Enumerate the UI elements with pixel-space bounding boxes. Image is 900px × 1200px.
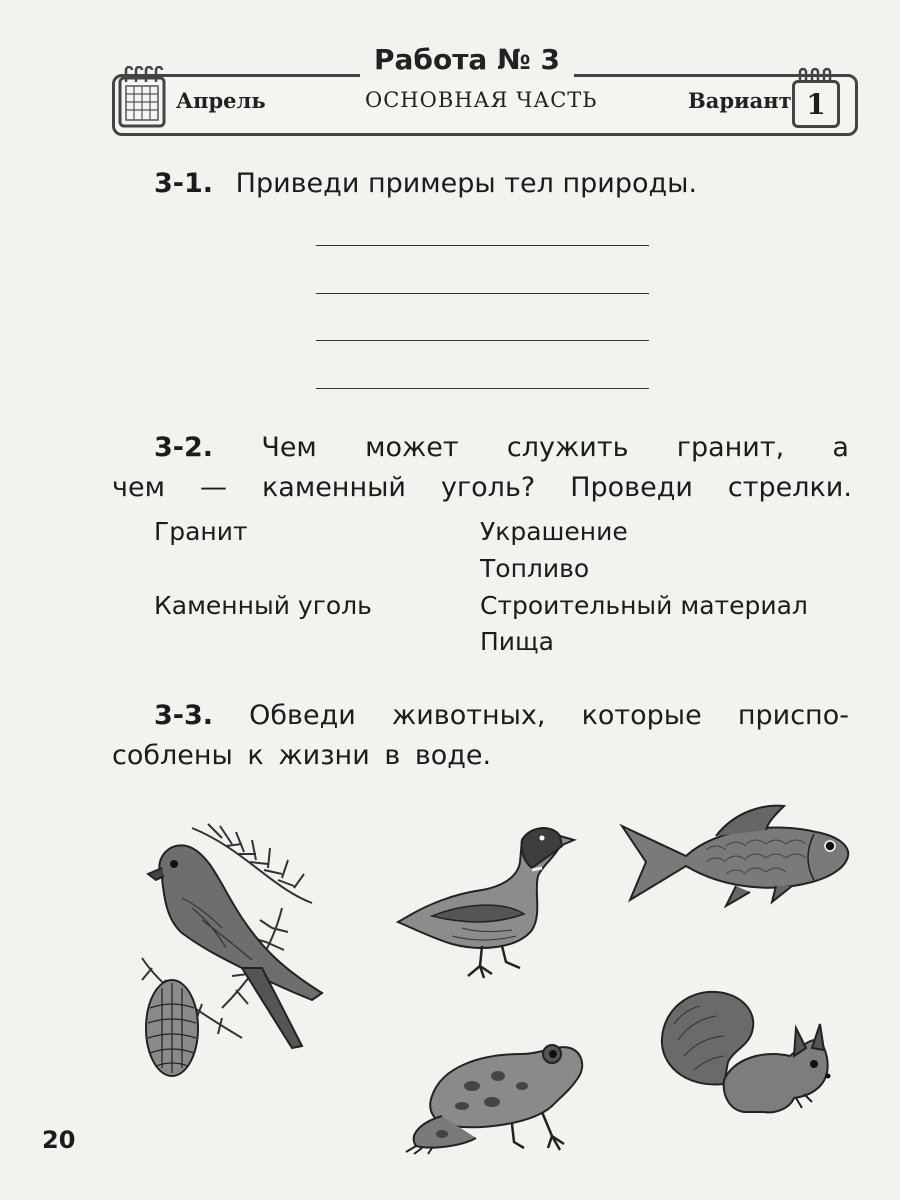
match-left-granite[interactable]: Гранит (154, 517, 248, 546)
word: приспо- (737, 700, 849, 731)
task-3-3-line-1 (154, 696, 849, 736)
page-title: Работа № 3 (360, 42, 574, 78)
word: чем (112, 472, 165, 503)
header-month: Апрель (176, 88, 266, 113)
match-right-fuel[interactable]: Топливо (480, 554, 590, 583)
word: которые (581, 700, 702, 731)
word: служить (506, 432, 629, 463)
crossbill-bird-icon[interactable] (122, 808, 332, 1088)
duck-icon[interactable] (392, 818, 582, 983)
word: Обведи (249, 700, 356, 731)
page-number: 20 (42, 1126, 76, 1154)
word: каменный (261, 472, 406, 503)
header-section: ОСНОВНАЯ ЧАСТЬ (365, 88, 598, 112)
word: уголь? (441, 472, 536, 503)
task-number: 3-3. (154, 700, 214, 731)
answer-line-1[interactable] (316, 245, 649, 246)
frog-icon[interactable] (402, 1026, 587, 1156)
task-number: 3-1. (154, 168, 214, 199)
word: — (199, 472, 227, 503)
fish-icon[interactable] (616, 800, 856, 920)
word: гранит, (676, 432, 785, 463)
task-3-3-line-2: соблены к жизни в воде. (112, 740, 492, 771)
answer-line-3[interactable] (316, 340, 649, 341)
match-right-building-material[interactable]: Строительный материал (480, 591, 808, 620)
task-number: 3-2. (154, 432, 214, 463)
match-right-food[interactable]: Пища (480, 627, 554, 656)
task-3-2-line-2 (112, 468, 852, 508)
match-right-decoration[interactable]: Украшение (480, 517, 628, 546)
task-3-2-line-1 (154, 428, 849, 468)
task-text: Приведи примеры тел природы. (235, 168, 698, 199)
squirrel-icon[interactable] (654, 984, 834, 1119)
task-3-1 (154, 164, 697, 204)
word: может (365, 432, 459, 463)
variant-label: Вариант (688, 88, 792, 113)
match-left-coal[interactable]: Каменный уголь (154, 591, 372, 620)
answer-line-2[interactable] (316, 293, 649, 294)
word: Проведи (570, 472, 693, 503)
word: а (832, 432, 849, 463)
variant-number: 1 (792, 80, 840, 128)
word: Чем (261, 432, 317, 463)
answer-line-4[interactable] (316, 388, 649, 389)
word: стрелки. (727, 472, 852, 503)
word: животных, (391, 700, 546, 731)
calendar-icon (116, 66, 168, 130)
